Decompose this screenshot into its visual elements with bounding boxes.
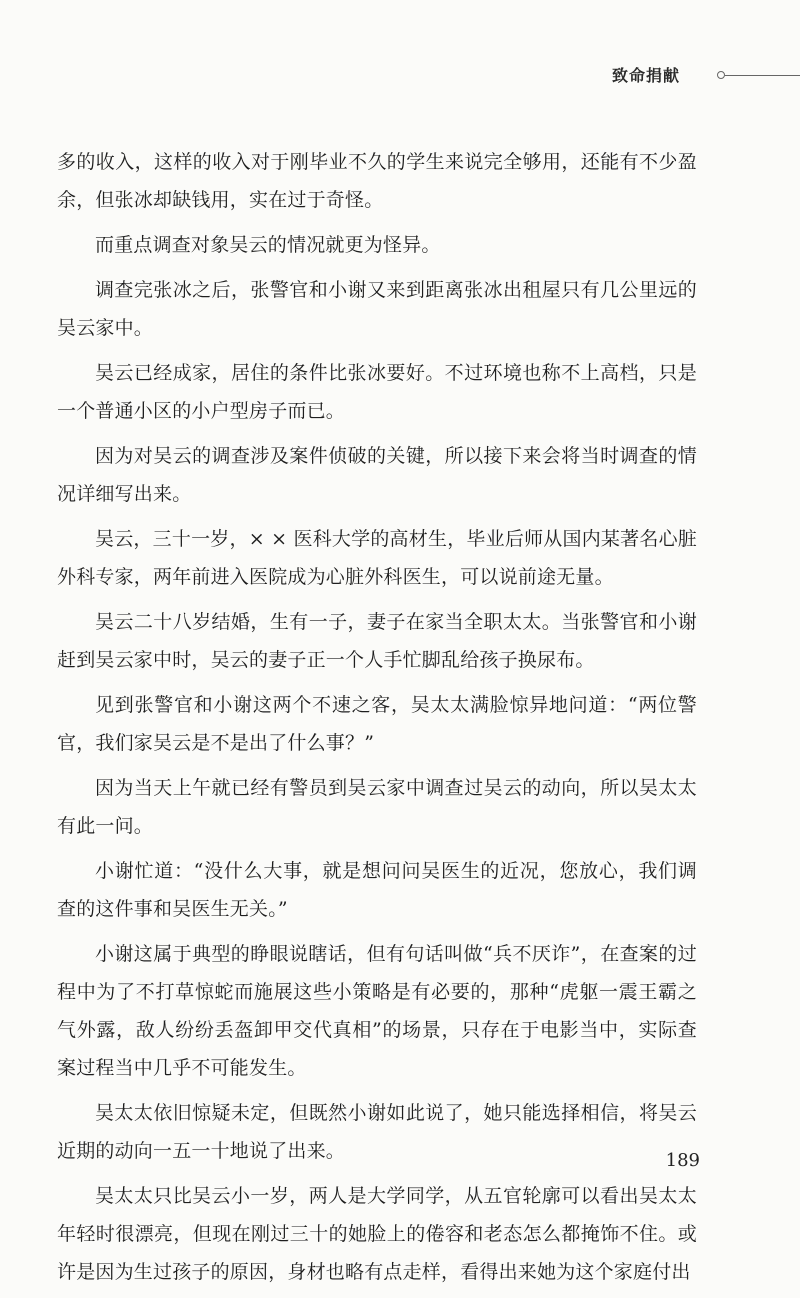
running-title: 致命捐献 bbox=[612, 66, 681, 85]
body-text bbox=[57, 143, 697, 1298]
page-number: 189 bbox=[665, 1150, 700, 1171]
paragraph: 因为对吴云的调查涉及案件侦破的关键，所以接下来会将当时调查的情况详细写出来。 bbox=[57, 445, 697, 505]
paragraph: 吴云二十八岁结婚，生有一子，妻子在家当全职太太。当张警官和小谢赶到吴云家中时，吴云的妻子正一个人手忙脚乱给孩子换尿布。 bbox=[57, 611, 697, 671]
paragraph: 吴云已经成家，居住的条件比张冰要好。不过环境也称不上高档，只是一个普通小区的小户型房子而已。 bbox=[57, 362, 697, 422]
paragraph: 吴太太只比吴云小一岁，两人是大学同学，从五官轮廓可以看出吴太太年轻时很漂亮，但现在刚过三十的她脸上的倦容和老态怎么都掩饰不住。或许是因为生过孩子的原因，身材也略有点走样，看得出来她为这个家庭付出 bbox=[57, 1185, 697, 1283]
paragraph: 吴太太依旧惊疑未定，但既然小谢如此说了，她只能选择相信，将吴云近期的动向一五一十地说了出来。 bbox=[57, 1102, 697, 1162]
paragraph: 吴云，三十一岁，× × 医科大学的高材生，毕业后师从国内某著名心脏外科专家，两年前进入医院成为心脏外科医生，可以说前途无量。 bbox=[57, 528, 697, 588]
paragraph: 小谢这属于典型的睁眼说瞎话，但有句话叫做“兵不厌诈”，在查案的过程中为了不打草惊蛇而施展这些小策略是有必要的，那种“虎躯一震王霸之气外露，敌人纷纷丢盔卸甲交代真相”的场景，只存在于电影当中，实际查案过程当中几乎不可能发生。 bbox=[57, 943, 697, 1079]
header-ornament-circle bbox=[717, 71, 725, 79]
paragraph: 多的收入，这样的收入对于刚毕业不久的学生来说完全够用，还能有不少盈余，但张冰却缺钱用，实在过于奇怪。 bbox=[57, 151, 697, 211]
paragraph: 小谢忙道：“没什么大事，就是想问问吴医生的近况，您放心，我们调查的这件事和吴医生无关。” bbox=[57, 860, 697, 920]
header-rule bbox=[725, 75, 800, 76]
running-header bbox=[0, 62, 800, 90]
paragraph: 见到张警官和小谢这两个不速之客，吴太太满脸惊异地问道：“两位警官，我们家吴云是不是出了什么事？” bbox=[57, 694, 697, 754]
paragraph: 因为当天上午就已经有警员到吴云家中调查过吴云的动向，所以吴太太有此一问。 bbox=[57, 777, 697, 837]
paragraph: 而重点调查对象吴云的情况就更为怪异。 bbox=[95, 234, 441, 256]
paragraph: 调查完张冰之后，张警官和小谢又来到距离张冰出租屋只有几公里远的吴云家中。 bbox=[57, 279, 697, 339]
